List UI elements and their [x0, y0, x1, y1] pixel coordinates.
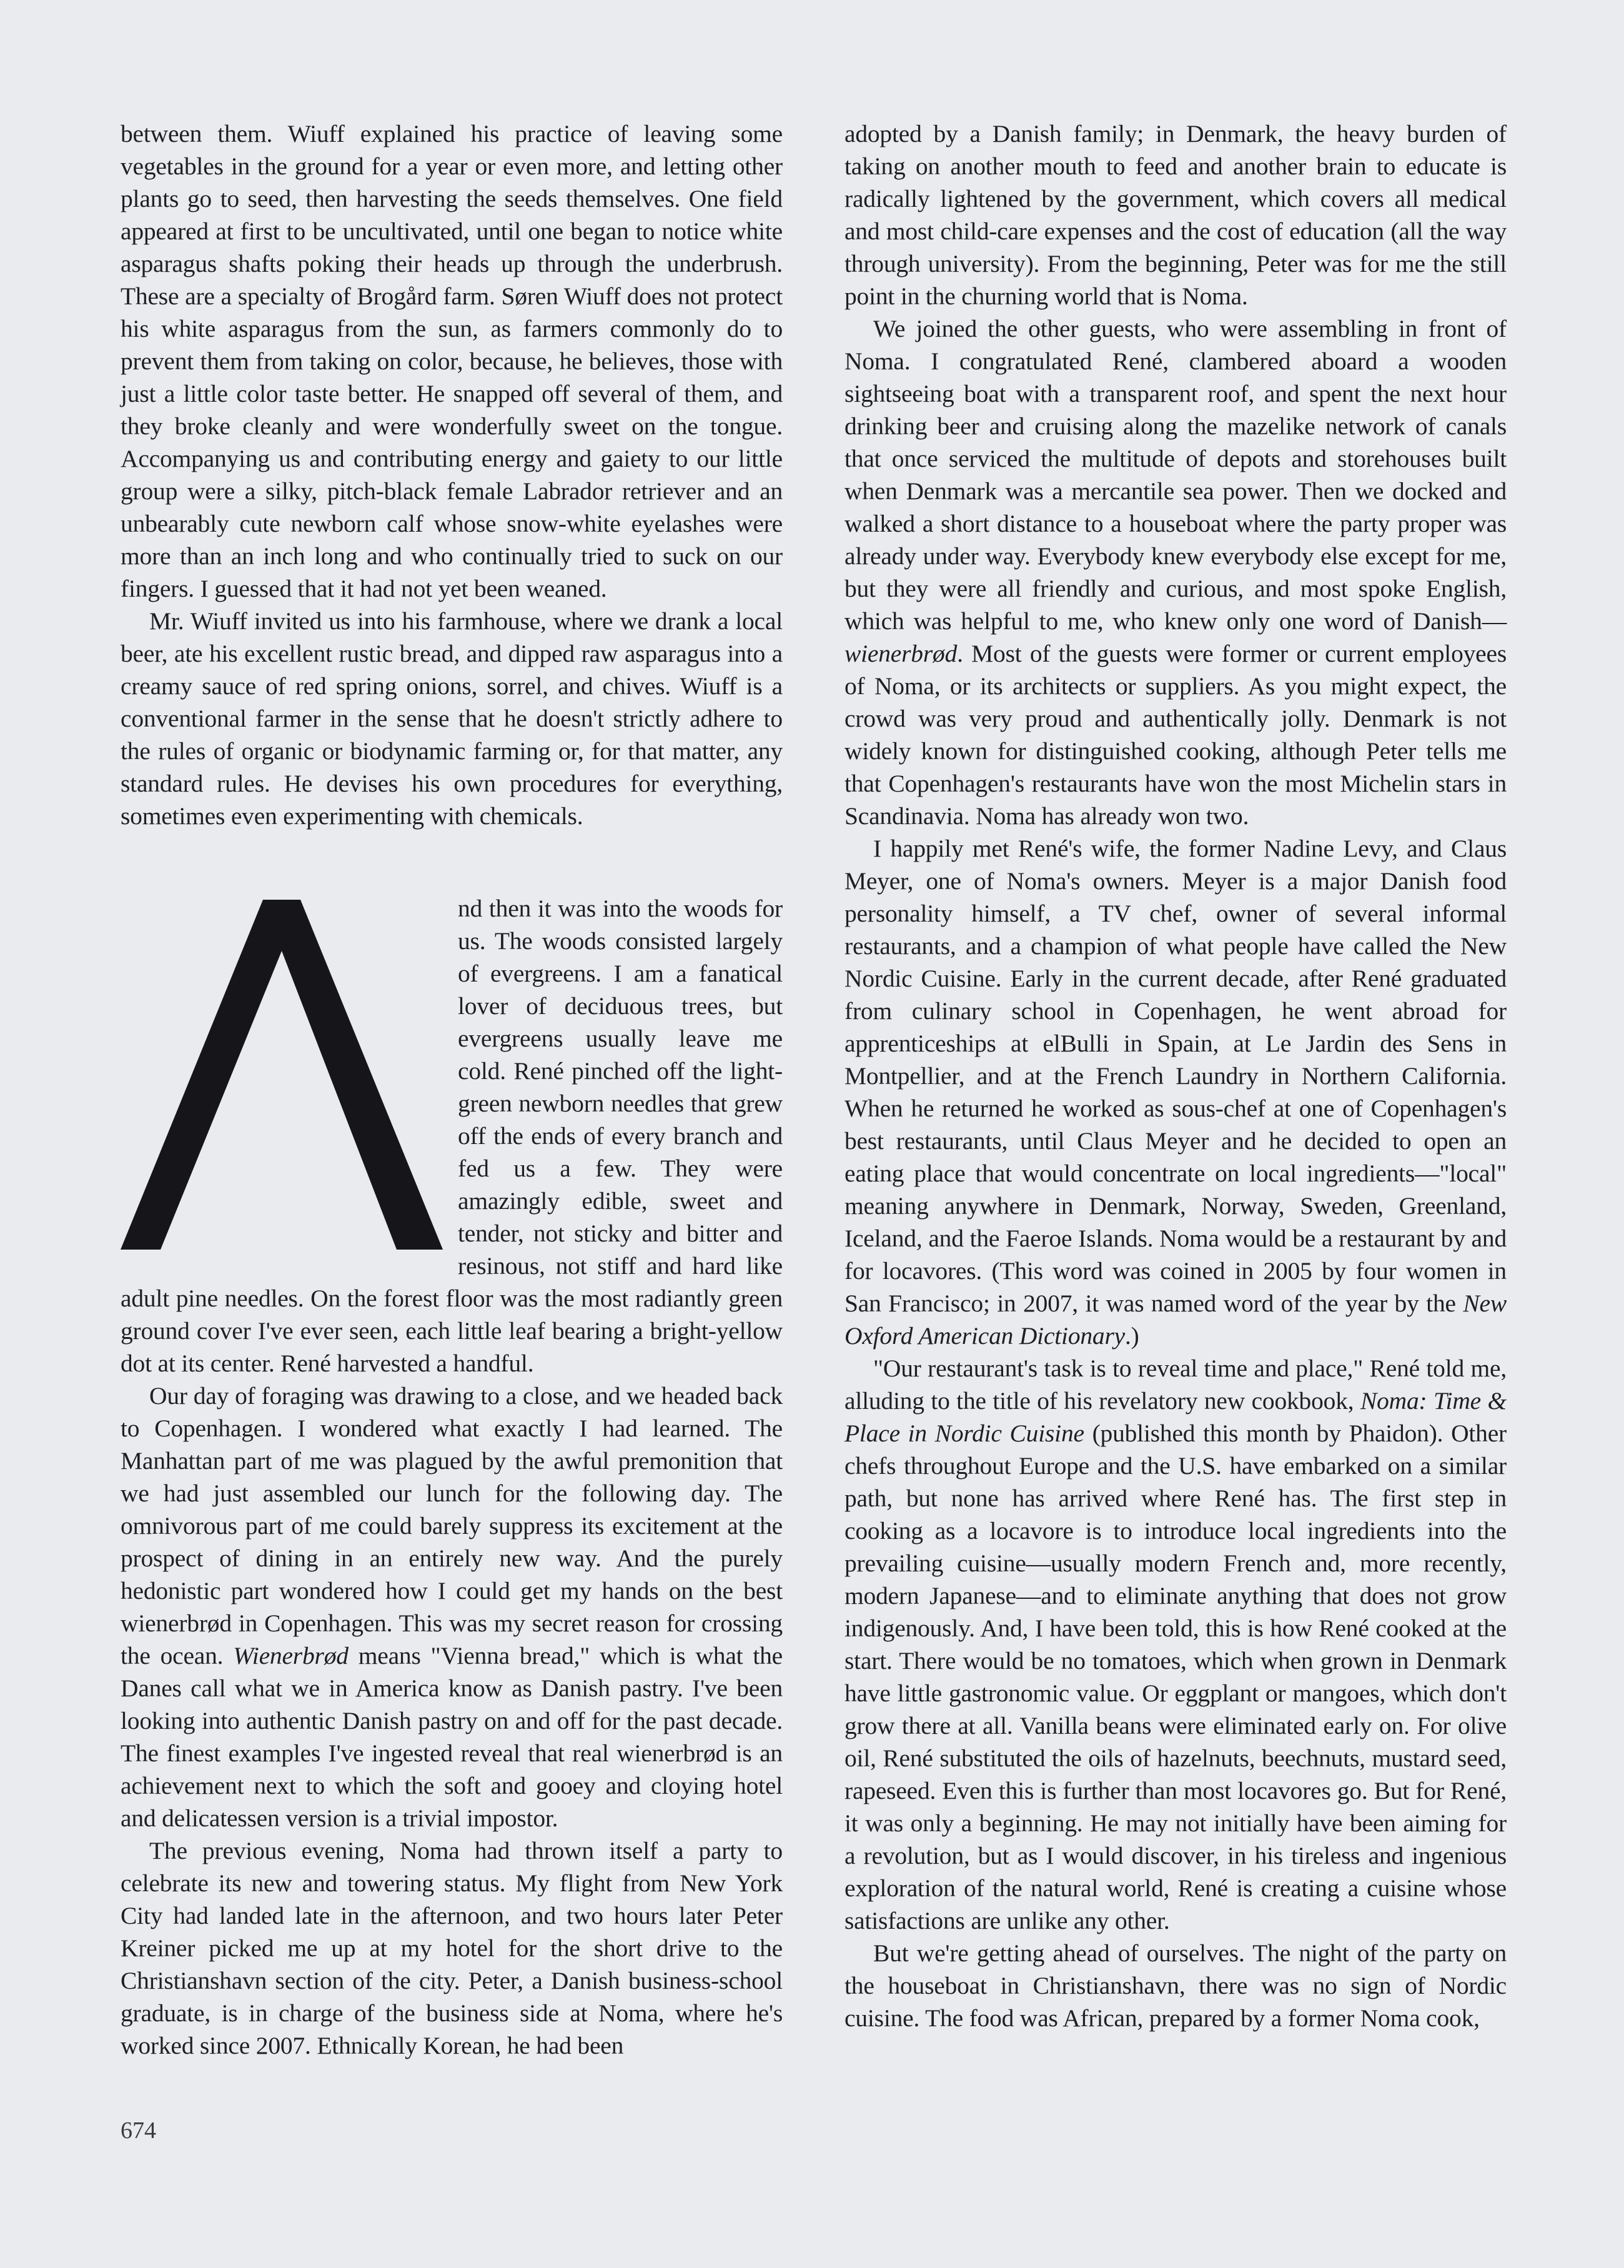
- dropcap-paragraph: [121, 892, 783, 1380]
- paragraph: The previous evening, Noma had thrown itself a party to celebrate its new and towering status. My flight from New York City had landed late in the afternoon, and two hours later Peter Kreiner picked me up at my hotel for the short drive to the Christianshavn section of the city. Peter, a Danish business-school graduate, is in charge of the business side at Noma, where he's worked since 2007. Ethnically Korean, he had been: [121, 1837, 783, 2059]
- dropcap-letter-a: [121, 900, 445, 1256]
- paragraph: "Our restaurant's task is to reveal time and place," René told me, alluding to the title of his revelatory new cookbook, Noma: Time & Place in Nordic Cuisine (published this month by Phaidon). Other chefs throughout Europe and the U.S. have embarked on a similar path, but none has arrived where René has. The first step in cooking as a locavore is to introduce local ingredients into the prevailing cuisine—usually modern French and, more recently, modern Japanese—and to eliminate anything that does not grow indigenously. And, I have been told, this is how René cooked at the start. There would be no tomatoes, which when grown in Denmark have little gastronomic value. Or eggplant or mangoes, which don't grow there at all. Vanilla beans were eliminated early on. For olive oil, René substituted the oils of hazelnuts, beechnuts, mustard seed, rapeseed. Even this is further than most locavores go. But for René, it was only a beginning. He may not initially have been aiming for a revolution, but as I would discover, in his tireless and ingenious exploration of the natural world, René is creating a cuisine whose satisfactions are unlike any other.: [844, 1355, 1507, 1934]
- paragraph: But we're getting ahead of ourselves. The night of the party on the houseboat in Christianshavn, there was no sign of Nordic cuisine. The food was African, prepared by a former Noma cook,: [844, 1939, 1507, 2032]
- paragraph: Our day of foraging was drawing to a close, and we headed back to Copenhagen. I wondered what exactly I had learned. The Manhattan part of me was plagued by the awful premonition that we had just assembled our lunch for the following day. The omnivorous part of me could barely suppress its excitement at the prospect of dining in an entirely new way. And the purely hedonistic part wondered how I could get my hands on the best wienerbrød in Copenhagen. This was my secret reason for crossing the ocean. Wienerbrød means "Vienna bread," which is what the Danes call what we in America know as Danish pastry. I've been looking into authentic Danish pastry on and off for the past decade. The finest examples I've ingested reveal that real wienerbrød is an achievement next to which the soft and gooey and cloying hotel and delicatessen version is a trivial impostor.: [121, 1382, 783, 1832]
- right-column: [844, 117, 1507, 2034]
- paragraph: adopted by a Danish family; in Denmark, the heavy burden of taking on another mouth to feed and another brain to educate is radically lightened by the government, which covers all medical and most child-care expenses and the cost of education (all the way through university). From the beginning, Peter was for me the still point in the churning world that is Noma.: [844, 120, 1507, 310]
- left-column: [121, 117, 783, 2062]
- paragraph: I happily met René's wife, the former Nadine Levy, and Claus Meyer, one of Noma's owners. Meyer is a major Danish food personality himself, a TV chef, owner of several informal restaurants, and a champion of what people have called the New Nordic Cuisine. Early in the current decade, after René graduated from culinary school in Copenhagen, he went abroad for apprenticeships at elBulli in Spain, at Le Jardin des Sens in Montpellier, and at the French Laundry in Northern California. When he returned he worked as sous-chef at one of Copenhagen's best restaurants, until Claus Meyer and he decided to open an eating place that would concentrate on local ingredients—"local" meaning anywhere in Denmark, Norway, Sweden, Greenland, Iceland, and the Faeroe Islands. Noma would be a restaurant by and for locavores. (This word was coined in 2005 by four women in San Francisco; in 2007, it was named word of the year by the New Oxford American Dictionary.): [844, 835, 1507, 1350]
- dropcap: [121, 900, 445, 1256]
- paragraph: We joined the other guests, who were assembling in front of Noma. I congratulated René, clambered aboard a wooden sightseeing boat with a transparent roof, and spent the next hour drinking beer and cruising along the mazelike network of canals that once serviced the multitude of depots and storehouses built when Denmark was a mercantile sea power. Then we docked and walked a short distance to a houseboat where the party proper was already under way. Everybody knew everybody else except for me, but they were all friendly and curious, and most spoke English, which was helpful to me, who knew only one word of Danish—wienerbrød. Most of the guests were former or current employees of Noma, or its architects or suppliers. As you might expect, the crowd was very proud and authentically jolly. Denmark is not widely known for distinguished cooking, although Peter tells me that Copenhagen's restaurants have won the most Michelin stars in Scandinavia. Noma has already won two.: [844, 315, 1507, 830]
- page-number: 674: [121, 2117, 156, 2144]
- paragraph: Mr. Wiuff invited us into his farmhouse, where we drank a local beer, ate his excellent rustic bread, and dipped raw asparagus into a creamy sauce of red spring onions, sorrel, and chives. Wiuff is a conventional farmer in the sense that he doesn't strictly adhere to the rules of organic or biodynamic farming or, for that matter, any standard rules. He devises his own procedures for everything, sometimes even experimenting with chemicals.: [121, 607, 783, 830]
- dropcap-paragraph-text: nd then it was into the woods for us. The woods consisted largely of evergreens. I am a fanatical lover of deciduous trees, but evergreens usually leave me cold. René pinched off the light-green newborn needles that grew off the ends of every branch and fed us a few. They were amazingly edible, sweet and tender, not sticky and bitter and resinous, not stiff and hard like adult pine needles. On the forest floor was the most radiantly green ground cover I've ever seen, each little leaf bearing a bright-yellow dot at its center. René harvested a handful.: [121, 895, 783, 1377]
- paragraph: between them. Wiuff explained his practice of leaving some vegetables in the ground for a year or even more, and letting other plants go to seed, then harvesting the seeds themselves. One field appeared at first to be uncultivated, until one began to notice white asparagus shafts poking their heads up through the underbrush. These are a specialty of Brogård farm. Søren Wiuff does not protect his white asparagus from the sun, as farmers commonly do to prevent them from taking on color, because, he believes, those with just a little color taste better. He snapped off several of them, and they broke cleanly and were wonderfully sweet on the tongue. Accompanying us and contributing energy and gaiety to our little group were a silky, pitch-black female Labrador retriever and an unbearably cute newborn calf whose snow-white eyelashes were more than an inch long and who continually tried to suck on our fingers. I guessed that it had not yet been weaned.: [121, 120, 783, 602]
